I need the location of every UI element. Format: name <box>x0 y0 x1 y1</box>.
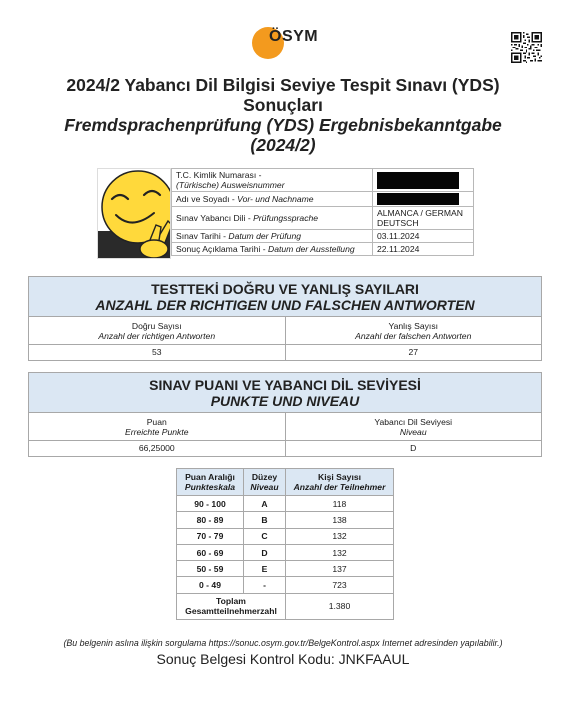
score-values-row <box>29 441 541 456</box>
answers-values-row <box>29 345 541 360</box>
level-cell: B <box>244 512 286 528</box>
title-de-line1: Fremdsprachenprüfung (YDS) Ergebnisbekanntgabe <box>64 115 502 135</box>
info-value: 22.11.2024 <box>373 243 474 256</box>
level-label: Yabancı Dil Seviyesi Niveau <box>285 413 542 441</box>
info-value-redacted <box>373 169 474 192</box>
points-value: 66,25000 <box>138 443 175 453</box>
score-section <box>28 372 542 457</box>
answers-title-tr: TESTTEKİ DOĞRU VE YANLIŞ SAYILARI <box>151 281 419 297</box>
info-row-exam-date <box>172 230 474 243</box>
table-row <box>177 512 394 528</box>
info-value: ALMANCA / GERMAN DEUTSCH <box>373 207 474 230</box>
range-cell: 90 - 100 <box>177 496 244 512</box>
table-row <box>177 496 394 512</box>
correct-label: Doğru Sayısı Anzahl der richtigen Antworten <box>29 317 285 345</box>
total-value: 1.380 <box>286 593 394 619</box>
control-code: Sonuç Belgesi Kontrol Kodu: JNKFAAUL <box>156 651 410 667</box>
count-cell: 132 <box>286 528 394 544</box>
count-cell: 118 <box>286 496 394 512</box>
info-label: Sonuç Açıklama Tarihi - Datum der Ausstellung <box>172 243 373 256</box>
redaction-block <box>377 193 459 205</box>
range-cell: 50 - 59 <box>177 561 244 577</box>
osym-logo <box>252 26 342 60</box>
info-value: 03.11.2024 <box>373 230 474 243</box>
level-value: D <box>285 441 542 456</box>
total-label: Toplam Gesamtteilnehmerzahl <box>177 593 286 619</box>
count-cell: 132 <box>286 544 394 560</box>
table-row <box>177 577 394 593</box>
level-cell: - <box>244 577 286 593</box>
table-row <box>177 528 394 544</box>
info-label: Sınav Tarihi - Datum der Prüfung <box>172 230 373 243</box>
verification-note: (Bu belgenin aslına ilişkin sorgulama https://sonuc.osym.gov.tr/BelgeKontrol.aspx Internet adresinden yapılabilir.) <box>63 638 503 648</box>
range-cell: 70 - 79 <box>177 528 244 544</box>
table-row <box>177 561 394 577</box>
info-label: T.C. Kimlik Numarası - (Türkische) Ausweisnummer <box>172 169 373 192</box>
level-cell: C <box>244 528 286 544</box>
title-tr-line1: 2024/2 Yabancı Dil Bilgisi Seviye Tespit Sınavı (YDS) <box>66 75 500 95</box>
column-header-level: Düzey Niveau <box>244 469 286 496</box>
score-section-header <box>29 373 541 413</box>
level-cell: E <box>244 561 286 577</box>
info-label: Adı ve Soyadı - Vor- und Nachname <box>172 192 373 207</box>
column-header-range: Puan Aralığı Punkteskala <box>177 469 244 496</box>
qr-code-icon <box>511 32 542 63</box>
count-cell: 137 <box>286 561 394 577</box>
answers-labels-row <box>29 317 541 345</box>
count-cell: 723 <box>286 577 394 593</box>
logo-text: ÖSYM <box>269 28 319 45</box>
score-title-de: PUNKTE UND NIVEAU <box>210 393 360 409</box>
page-title <box>20 75 546 155</box>
total-row <box>177 593 394 619</box>
answers-section-header <box>29 277 541 317</box>
count-cell: 138 <box>286 512 394 528</box>
answers-section <box>28 276 542 361</box>
title-de-line2: (2024/2) <box>250 135 316 155</box>
wrong-label: Yanlış Sayısı Anzahl der falschen Antworten <box>285 317 542 345</box>
info-row-name <box>172 192 474 207</box>
redaction-block <box>377 172 459 189</box>
info-row-id <box>172 169 474 192</box>
title-tr-line2: Sonuçları <box>243 95 323 115</box>
candidate-photo <box>97 168 171 259</box>
level-cell: A <box>244 496 286 512</box>
points-label: Puan Erreichte Punkte <box>29 413 285 441</box>
answers-title-de: ANZAHL DER RICHTIGEN UND FALSCHEN ANTWORTEN <box>95 297 475 313</box>
score-title-tr: SINAV PUANI VE YABANCI DİL SEVİYESİ <box>149 377 421 393</box>
column-header-count: Kişi Sayısı Anzahl der Teilnehmer <box>286 469 394 496</box>
wrong-count: 27 <box>285 345 542 360</box>
range-cell: 0 - 49 <box>177 577 244 593</box>
score-labels-row <box>29 413 541 441</box>
table-row <box>177 544 394 560</box>
range-cell: 60 - 69 <box>177 544 244 560</box>
range-cell: 80 - 89 <box>177 512 244 528</box>
info-row-result-date <box>172 243 474 256</box>
correct-count: 53 <box>151 347 162 357</box>
distribution-header-row <box>177 469 394 496</box>
score-distribution-table <box>176 468 394 620</box>
level-cell: D <box>244 544 286 560</box>
info-row-language <box>172 207 474 230</box>
candidate-info-table <box>171 168 474 256</box>
smiley-emoji-icon <box>98 169 171 259</box>
info-value-redacted <box>373 192 474 207</box>
info-label: Sınav Yabancı Dili - Prüfungssprache <box>172 207 373 230</box>
